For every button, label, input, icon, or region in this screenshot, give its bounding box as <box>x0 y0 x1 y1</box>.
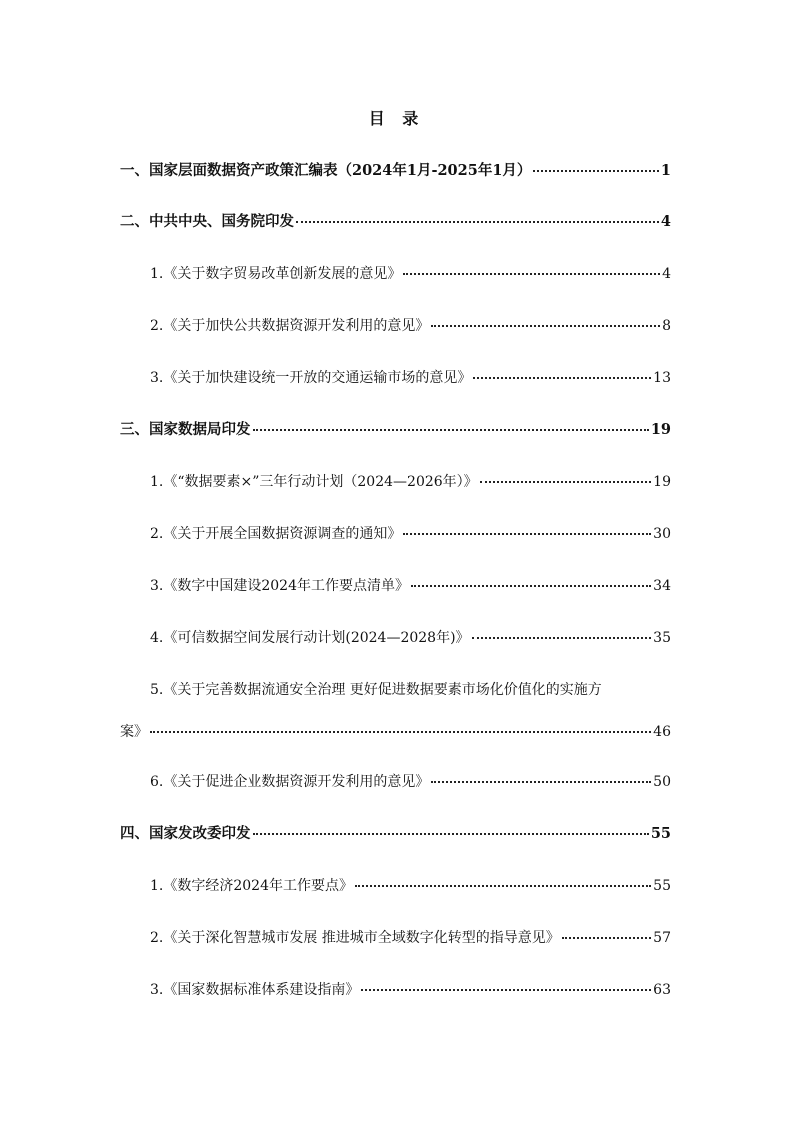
toc-entry-2-3[interactable] <box>150 368 671 388</box>
toc-page-number: 35 <box>653 630 671 646</box>
toc-entry-3-1[interactable] <box>150 472 671 492</box>
toc-page-number: 55 <box>650 825 671 842</box>
toc-entry-text: 三、国家数据局印发 <box>120 421 251 438</box>
toc-page-number: 19 <box>653 474 671 490</box>
toc-leader-dots <box>533 170 658 172</box>
toc-entry-text: 2.《关于加快公共数据资源开发利用的意见》 <box>150 318 430 334</box>
toc-page-number: 34 <box>653 578 671 594</box>
toc-entry-text: 1.《数字经济2024年工作要点》 <box>150 878 353 894</box>
toc-entry-3-5-line2[interactable] <box>120 722 671 742</box>
toc-page-number: 4 <box>662 266 671 282</box>
toc-leader-dots <box>403 533 651 535</box>
toc-entry-3-2[interactable] <box>150 524 671 544</box>
toc-leader-dots <box>150 731 651 733</box>
toc-entry-text: 4.《可信数据空间发展行动计划(2024—2028年)》 <box>150 630 470 646</box>
toc-page-number: 8 <box>662 318 671 334</box>
toc-leader-dots <box>411 585 651 587</box>
toc-entry-2-1[interactable] <box>150 264 671 284</box>
toc-entry-section-3[interactable] <box>120 420 671 440</box>
toc-entry-3-4[interactable] <box>150 628 671 648</box>
page-title: 目 录 <box>368 109 425 128</box>
toc-entry-section-4[interactable] <box>120 824 671 844</box>
toc-entry-text: 一、国家层面数据资产政策汇编表（2024年1月-2025年1月） <box>120 162 532 179</box>
toc-entry-3-5-line1[interactable]: 5.《关于完善数据流通安全治理 更好促进数据要素市场化价值化的实施方 <box>150 682 602 698</box>
toc-entry-text: 3.《国家数据标准体系建设指南》 <box>150 982 360 998</box>
toc-entry-text: 二、中共中央、国务院印发 <box>120 213 294 230</box>
toc-page-number: 1 <box>660 162 671 179</box>
toc-entry-text: 3.《关于加快建设统一开放的交通运输市场的意见》 <box>150 370 472 386</box>
toc-entry-4-3[interactable] <box>150 980 671 1000</box>
toc-leader-dots <box>480 481 652 483</box>
toc-page-number: 13 <box>653 370 671 386</box>
toc-entry-text: 1.《“数据要素×”三年行动计划（2024—2026年）》 <box>150 474 478 490</box>
toc-page-number: 30 <box>653 526 671 542</box>
toc-leader-dots <box>403 273 660 275</box>
toc-leader-dots <box>355 885 651 887</box>
toc-leader-dots <box>253 833 649 835</box>
toc-entry-section-2[interactable] <box>120 212 671 232</box>
toc-leader-dots <box>473 377 651 379</box>
toc-page-number: 46 <box>653 724 671 740</box>
toc-entry-2-2[interactable] <box>150 316 671 336</box>
toc-leader-dots <box>431 781 651 783</box>
toc-entry-4-1[interactable] <box>150 876 671 896</box>
toc-leader-dots <box>253 429 649 431</box>
toc-entry-text: 案》 <box>120 724 148 740</box>
toc-entry-text: 2.《关于深化智慧城市发展 推进城市全域数字化转型的指导意见》 <box>150 930 560 946</box>
toc-entry-text: 四、国家发改委印发 <box>120 825 251 842</box>
toc-entry-section-1[interactable] <box>120 161 671 181</box>
toc-entry-3-6[interactable] <box>150 772 671 792</box>
toc-entry-4-2[interactable] <box>150 928 671 948</box>
toc-page-number: 4 <box>660 213 671 230</box>
toc-entry-text: 6.《关于促进企业数据资源开发利用的意见》 <box>150 774 430 790</box>
toc-leader-dots <box>562 937 651 939</box>
toc-page-number: 63 <box>653 982 671 998</box>
toc-leader-dots <box>296 221 659 223</box>
toc-entry-text: 3.《数字中国建设2024年工作要点清单》 <box>150 578 409 594</box>
toc-entry-text: 1.《关于数字贸易改革创新发展的意见》 <box>150 266 402 282</box>
toc-leader-dots <box>431 325 660 327</box>
toc-page-number: 50 <box>653 774 671 790</box>
toc-page-number: 19 <box>650 421 671 438</box>
toc-page-number: 57 <box>653 930 671 946</box>
toc-entry-text: 2.《关于开展全国数据资源调查的通知》 <box>150 526 402 542</box>
toc-leader-dots <box>361 989 651 991</box>
toc-page-number: 55 <box>653 878 671 894</box>
toc-leader-dots <box>472 637 652 639</box>
toc-entry-3-3[interactable] <box>150 576 671 596</box>
